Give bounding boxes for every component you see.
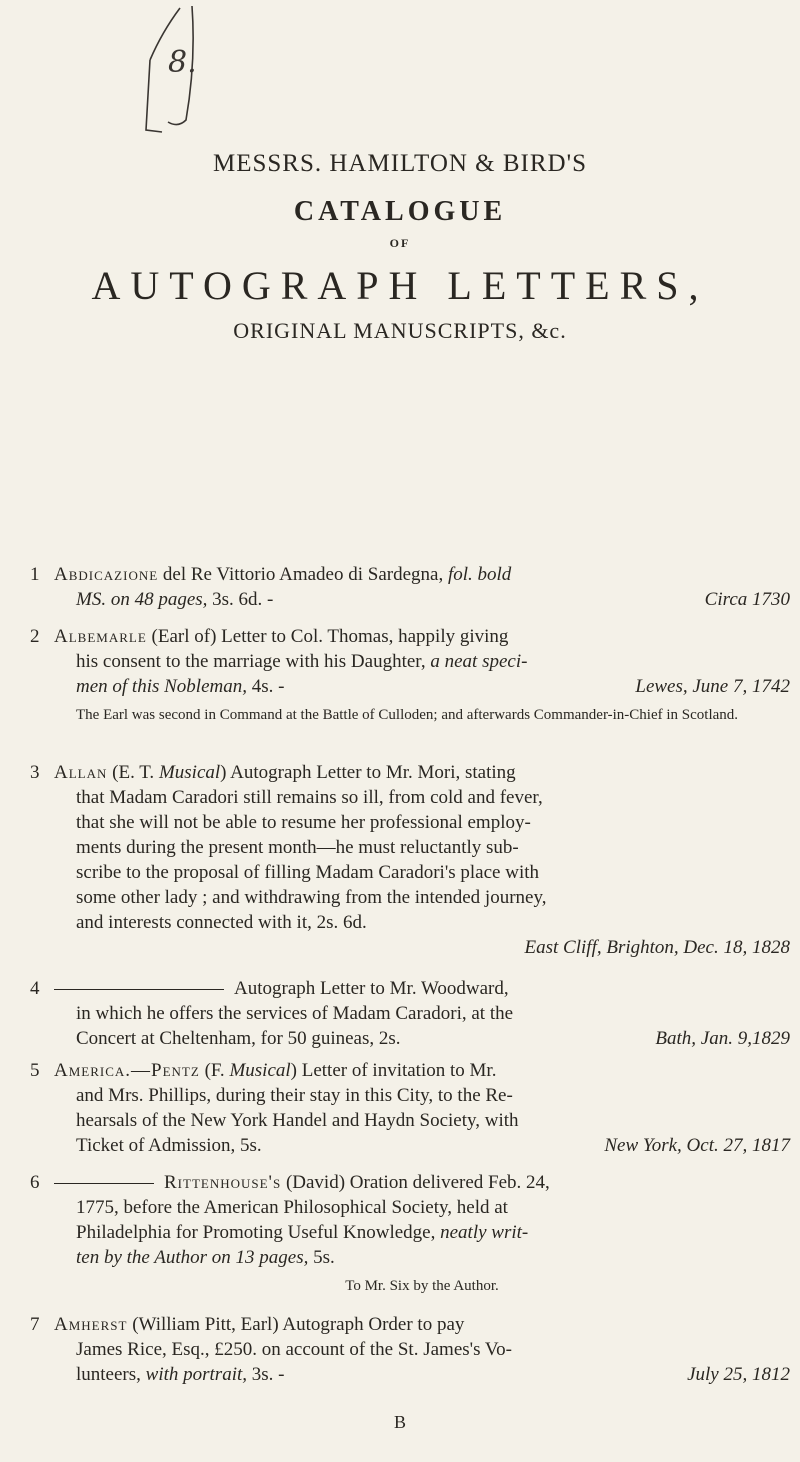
entry-price: 3s. - (247, 1364, 285, 1385)
entry-name: Amherst (54, 1314, 128, 1335)
catalogue-entry (30, 760, 790, 960)
entry-date: Lewes, June 7, 1742 (635, 676, 790, 697)
entry-date: East Cliff, Brighton, Dec. 18, 1828 (524, 937, 790, 958)
entry-italic: neatly writ- (440, 1222, 529, 1243)
entry-text: (William Pitt, Earl) Autograph Order to pay (127, 1314, 465, 1335)
catalogue-entry (30, 976, 790, 1051)
entry-text: (F. (199, 1060, 230, 1081)
entry-line: James Rice, Esq., £250. on account of the St. James's Vo- (76, 1339, 512, 1360)
page-mark-text: 8. (168, 45, 197, 80)
entry-italic: ten by the Author on 13 pages, (76, 1247, 309, 1268)
catalogue-entry (30, 1058, 790, 1158)
entry-line: in which he offers the services of Madam Caradori, at the (76, 1003, 514, 1024)
handwritten-page-mark (140, 2, 220, 134)
entry-number: 4 (30, 978, 40, 999)
entry-line: and interests connected with it, 2s. 6d. (76, 912, 367, 933)
entry-number: 2 (30, 626, 40, 647)
catalogue-entry (30, 624, 790, 725)
entry-text: del Re Vittorio Amadeo di Sardegna, (158, 564, 448, 585)
entry-italic: a neat speci- (430, 651, 528, 672)
entry-date: Circa 1730 (704, 589, 790, 610)
catalogue-entry (30, 1170, 790, 1299)
ditto-dash (54, 1183, 154, 1184)
entry-price: 4s. - (247, 676, 285, 697)
entry-note: The Earl was second in Command at the Battle of Culloden; and afterwards Commander-in-Chief in Scotland. (76, 707, 739, 723)
entry-line: scribe to the proposal of filling Madam Caradori's place with (76, 862, 539, 883)
entry-line: 1775, before the American Philosophical Society, held at (76, 1197, 508, 1218)
entry-text: ) Letter of invitation to Mr. (290, 1060, 497, 1081)
entry-line: some other lady ; and withdrawing from the intended journey, (76, 887, 547, 908)
entry-name: America. (54, 1060, 132, 1081)
entry-number: 6 (30, 1172, 40, 1193)
signature-mark: B (393, 1412, 406, 1432)
catalogue-title: CATALOGUE (293, 196, 507, 227)
entry-price: 5s. (308, 1247, 335, 1268)
entry-italic: Musical (158, 762, 221, 783)
catalogue-subtitle: ORIGINAL MANUSCRIPTS, &c. (233, 318, 567, 343)
entry-price: 3s. 6d. - (207, 589, 274, 610)
entry-italic: men of this Nobleman, (76, 676, 247, 697)
entry-name: Albemarle (54, 626, 147, 647)
entry-date: Bath, Jan. 9,1829 (655, 1028, 790, 1049)
entry-line: that she will not be able to resume her professional employ- (76, 812, 531, 833)
entry-name: Allan (54, 762, 108, 783)
entry-line: that Madam Caradori still remains so ill, from cold and fever, (76, 787, 543, 808)
ditto-dash (54, 989, 224, 990)
entry-text: (E. T. (107, 762, 159, 783)
entry-italic: MS. on 48 pages, (76, 589, 208, 610)
entry-line: ments during the present month—he must reluctantly sub- (76, 837, 519, 858)
entry-name: Abdicazione (54, 564, 159, 585)
entry-line: and Mrs. Phillips, during their stay in this City, to the Re- (76, 1085, 513, 1106)
entry-number: 7 (30, 1314, 40, 1335)
entry-name: Rittenhouse's (164, 1172, 282, 1193)
catalogue-entry (30, 562, 790, 612)
entry-line: hearsals of the New York Handel and Haydn Society, with (76, 1110, 519, 1131)
handwritten-bracket-icon (140, 2, 220, 134)
entry-italic: with portrait, (145, 1364, 248, 1385)
entry-text: lunteers, (76, 1364, 146, 1385)
catalogue-subject: AUTOGRAPH LETTERS, (91, 263, 709, 308)
entry-text: ) Autograph Letter to Mr. Mori, stating (220, 762, 516, 783)
entry-line: Ticket of Admission, 5s. (76, 1135, 262, 1156)
entry-note: To Mr. Six by the Author. (345, 1278, 499, 1294)
catalogue-of: OF (389, 236, 411, 250)
entry-italic: Musical (229, 1060, 291, 1081)
entry-line: Philadelphia for Promoting Useful Knowledge, (76, 1222, 441, 1243)
entry-date: New York, Oct. 27, 1817 (604, 1135, 790, 1156)
entry-text: Autograph Letter to Mr. Woodward, (234, 978, 509, 999)
catalogue-entry (30, 1312, 790, 1387)
entry-date: July 25, 1812 (687, 1364, 790, 1385)
entry-italic: fol. bold (447, 564, 512, 585)
entry-number: 5 (30, 1060, 40, 1081)
entry-number: 3 (30, 762, 40, 783)
entry-text: (David) Oration delivered Feb. 24, (281, 1172, 550, 1193)
entry-number: 1 (30, 564, 40, 585)
catalogue-publisher: MESSRS. HAMILTON & BIRD'S (212, 150, 588, 177)
entry-line: Concert at Cheltenham, for 50 guineas, 2s. (76, 1028, 401, 1049)
entry-text: (Earl of) Letter to Col. Thomas, happily giving (146, 626, 509, 647)
entry-name-secondary: —Pentz (131, 1060, 200, 1081)
entry-text: his consent to the marriage with his Daughter, (76, 651, 431, 672)
